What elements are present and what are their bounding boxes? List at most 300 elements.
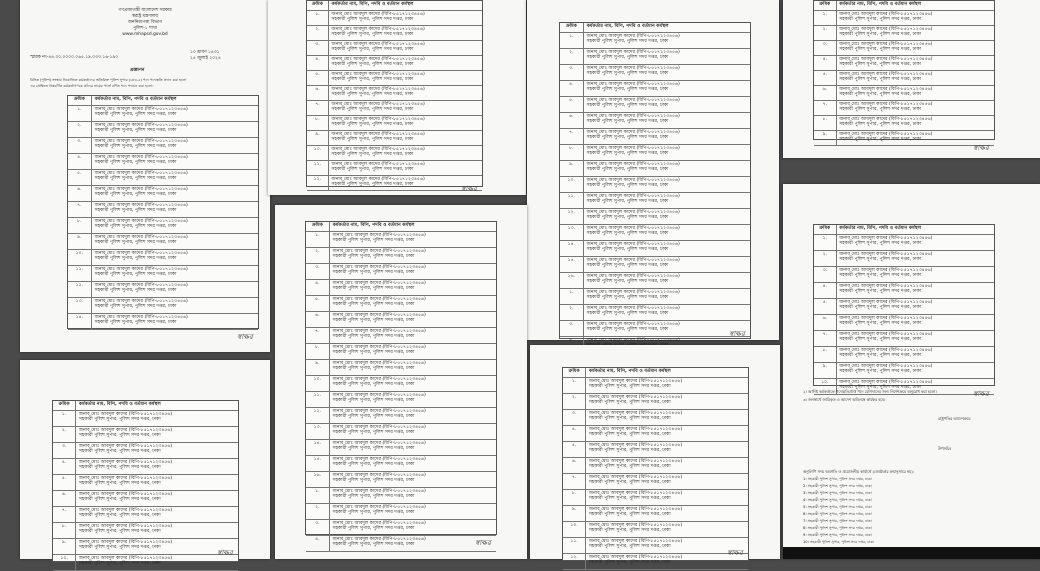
row-post: সহকারী পুলিশ সুপার, পুলিশ সদর দপ্তর, ঢাকা bbox=[586, 87, 669, 93]
note-2: ২। আদিষ্ট কর্মকর্তাকে পদোন্নতিপ্রাপ্ত পদে যোগদানের জন্য নির্দেশক্রমে অনুরোধ করা হলো। bbox=[803, 389, 937, 394]
signature-mark: স্বাক্ষর bbox=[973, 144, 989, 152]
distribution-line: 2। সহকারী পুলিশ সুপার, পুলিশ সদর দপ্তর, ঢাকা bbox=[803, 484, 872, 488]
table-header-desc: কর্মকর্তার নাম, বিপি, পদবি ও বর্তমান কর্মস্থল bbox=[94, 97, 177, 102]
row-post: সহকারী পুলিশ সুপার, পুলিশ সদর দপ্তর, ঢাকা bbox=[332, 526, 415, 532]
row-post: সহকারী পুলিশ সুপার, পুলিশ সদর দপ্তর, ঢাকা bbox=[586, 199, 669, 205]
row-post: সহকারী পুলিশ সুপার, পুলিশ সদর দপ্তর, ঢাকা bbox=[588, 480, 671, 486]
row-sl: ৯. bbox=[563, 506, 586, 521]
document-page-4 bbox=[783, 0, 1040, 158]
table-header-row bbox=[560, 23, 750, 33]
table-row bbox=[306, 232, 496, 248]
distribution-line: 9। সহকারী পুলিশ সুপার, পুলিশ সদর দপ্তর, ঢাকা bbox=[803, 533, 872, 537]
row-post: সহকারী পুলিশ সুপার, পুলিশ সদর দপ্তর, ঢাকা bbox=[94, 224, 177, 230]
table-row bbox=[53, 459, 238, 475]
row-sl: ৫. bbox=[563, 442, 586, 457]
row-post: সহকারী পুলিশ সুপার, পুলিশ সদর দপ্তর, ঢাকা bbox=[586, 247, 669, 253]
table-header-sl: ক্রমিক bbox=[563, 368, 586, 377]
row-sl: ২. bbox=[563, 394, 586, 409]
row-sl: ১২. bbox=[563, 554, 586, 569]
row-sl: ৯. bbox=[53, 539, 76, 554]
document-page-6 bbox=[783, 184, 1040, 559]
header-line5: www.mhapsd.gov.bd bbox=[122, 32, 168, 37]
row-post: সহকারী পুলিশ সুপার, পুলিশ সদর দপ্তর, ঢাকা bbox=[331, 122, 414, 128]
row-sl: ৯. bbox=[306, 360, 330, 375]
row-sl: ১৬. bbox=[560, 273, 584, 288]
table-row bbox=[563, 378, 748, 394]
note-3: ৩। জনস্বার্থে জারিকৃত এ আদেশ অবিলম্বে কার্যকর হবে। bbox=[803, 397, 886, 402]
table-header-row bbox=[814, 225, 994, 235]
table-header-sl: ক্রমিক bbox=[307, 1, 329, 10]
table-row bbox=[814, 363, 994, 379]
row-post: সহকারী পুলিশ সুপার, পুলিশ সদর দপ্তর, ঢাকা bbox=[78, 481, 161, 487]
table-row bbox=[563, 410, 748, 426]
row-post: সহকারী পুলিশ সুপার, পুলিশ সদর দপ্তর, ঢাকা bbox=[94, 160, 177, 166]
row-post: সহকারী পুলিশ সুপার, পুলিশ সদর দপ্তর, ঢাকা bbox=[78, 497, 161, 503]
table-header-sl: ক্রমিক bbox=[68, 96, 92, 105]
row-sl: ১. bbox=[560, 289, 584, 304]
row-sl: ৮. bbox=[53, 523, 76, 538]
table-row bbox=[68, 298, 258, 314]
table-row bbox=[560, 193, 750, 209]
distribution-line: 4। সহকারী পুলিশ সুপার, পুলিশ সদর দপ্তর, ঢাকা bbox=[803, 498, 872, 502]
row-sl: ১৪. bbox=[306, 440, 330, 455]
row-sl: ২. bbox=[53, 427, 76, 442]
table-row bbox=[306, 408, 496, 424]
row-sl: ৮. bbox=[563, 490, 586, 505]
row-post: সহকারী পুলিশ সুপার, পুলিশ সদর দপ্তর, ঢাকা bbox=[78, 545, 161, 551]
subject: প্রজ্ঞাপন bbox=[130, 68, 145, 73]
row-officer: জনাব মোঃ আবদুল কাদের (বিপি-৮৫১৭১২৩৪৫৬) সহকারী পুলিশ সুপার, পুলিশ সদর দপ্তর, ঢাকা bbox=[839, 316, 992, 327]
row-officer: জনাব মোঃ আবদুল কাদের (বিপি-৮৫১৭১২৩৪৫৬) সহকারী পুলিশ সুপার, পুলিশ সদর দপ্তর, ঢাকা bbox=[333, 489, 494, 500]
row-post: সহকারী পুলিশ সুপার, পুলিশ সদর দপ্তর, ঢাকা bbox=[332, 430, 415, 436]
row-post: সহকারী পুলিশ সুপার, পুলিশ সদর দপ্তর, ঢাকা bbox=[586, 279, 669, 285]
row-officer: জনাব মোঃ আবদুল কাদের (বিপি-৮৫১৭১২৩৪৫৬) সহকারী পুলিশ সুপার, পুলিশ সদর দপ্তর, ঢাকা bbox=[839, 57, 992, 68]
row-sl: ১. bbox=[814, 11, 837, 25]
row-post: সহকারী পুলিশ সুপার, পুলিশ সদর দপ্তর, ঢাকা bbox=[331, 77, 414, 83]
row-officer: জনাব মোঃ আবদুল কাদের (বিপি-৮৫১৭১২৩৪৫৬) সহকারী পুলিশ সুপার, পুলিশ সদর দপ্তর, ঢাকা bbox=[839, 284, 992, 295]
row-sl: ১০. bbox=[53, 555, 76, 570]
table-header-sl: ক্রমিক bbox=[560, 23, 584, 32]
row-sl: ৯. bbox=[68, 234, 92, 249]
row-post: সহকারী পুলিশ সুপার, পুলিশ সদর দপ্তর, ঢাকা bbox=[839, 385, 922, 391]
row-post: সহকারী পুলিশ সুপার, পুলিশ সদর দপ্তর, ঢাকা bbox=[332, 318, 415, 324]
signature-mark: স্বাক্ষর bbox=[729, 330, 745, 338]
row-post: সহকারী পুলিশ সুপার, পুলিশ সদর দপ্তর, ঢাকা bbox=[586, 119, 669, 125]
row-officer: জনাব মোঃ আবদুল কাদের (বিপি-৮৫১৭১২৩৪৫৬) সহকারী পুলিশ সুপার, পুলিশ সদর দপ্তর, ঢাকা bbox=[95, 139, 256, 150]
row-sl: ৮. bbox=[814, 116, 837, 130]
row-post: সহকারী পুলিশ সুপার, পুলিশ সদর দপ্তর, ঢাকা bbox=[586, 39, 669, 45]
table-row bbox=[563, 442, 748, 458]
row-officer: জনাব মোঃ আবদুল কাদের (বিপি-৮৫১৭১২৩৪৫৬) সহকারী পুলিশ সুপার, পুলিশ সদর দপ্তর, ঢাকা bbox=[79, 444, 236, 455]
table-row bbox=[68, 314, 258, 330]
table-row bbox=[814, 11, 994, 26]
row-officer: জনাব মোঃ আবদুল কাদের (বিপি-৮৫১৭১২৩৪৫৬) সহকারী পুলিশ সুপার, পুলিশ সদর দপ্তর, ঢাকা bbox=[587, 98, 748, 109]
row-officer: জনাব মোঃ আবদুল কাদের (বিপি-৮৫১৭১২৩৪৫৬) সহকারী পুলিশ সুপার, পুলিশ সদর দপ্তর, ঢাকা bbox=[95, 123, 256, 134]
row-officer: জনাব মোঃ আবদুল কাদের (বিপি-৮৫১৭১২৩৪৫৬) সহকারী পুলিশ সুপার, পুলিশ সদর দপ্তর, ঢাকা bbox=[839, 300, 992, 311]
memo-number: স্মারক নং-৪৪.০০.০০০০.০৬৫.১৯.০৩৩.১৬-১৯০ bbox=[30, 55, 119, 60]
table-row bbox=[563, 394, 748, 410]
row-officer: জনাব মোঃ আবদুল কাদের (বিপি-৮৫১৭১২৩৪৫৬) সহকারী পুলিশ সুপার, পুলিশ সদর দপ্তর, ঢাকা bbox=[587, 50, 748, 61]
row-post: সহকারী পুলিশ সুপার, পুলিশ সদর দপ্তর, ঢাকা bbox=[588, 400, 671, 406]
row-post: সহকারী পুলিশ সুপার, পুলিশ সদর দপ্তর, ঢাকা bbox=[586, 327, 669, 333]
row-officer: জনাব মোঃ আবদুল কাদের (বিপি-৮৫১৭১২৩৪৫৬) সহকারী পুলিশ সুপার, পুলিশ সদর দপ্তর, ঢাকা bbox=[79, 524, 236, 535]
row-sl: ১৩. bbox=[560, 225, 584, 240]
table-row bbox=[563, 506, 748, 522]
table-row bbox=[307, 26, 482, 41]
row-officer: জনাব মোঃ আবদুল কাদের (বিপি-৮৫১৭১২৩৪৫৬) সহকারী পুলিশ সুপার, পুলিশ সদর দপ্তর, ঢাকা bbox=[587, 34, 748, 45]
table-row bbox=[560, 257, 750, 273]
row-officer: জনাব মোঃ আবদুল কাদের (বিপি-৮৫১৭১২৩৪৫৬) সহকারী পুলিশ সুপার, পুলিশ সদর দপ্তর, ঢাকা bbox=[333, 345, 494, 356]
row-post: সহকারী পুলিশ সুপার, পুলিশ সদর দপ্তর, ঢাকা bbox=[588, 448, 671, 454]
table-row bbox=[560, 33, 750, 49]
table-row bbox=[306, 376, 496, 392]
row-sl: ৩. bbox=[814, 267, 837, 282]
row-sl: ৬. bbox=[306, 312, 330, 327]
row-officer: জনাব মোঃ আবদুল কাদের (বিপি-৮৫১৭১২৩৪৫৬) সহকারী পুলিশ সুপার, পুলিশ সদর দপ্তর, ঢাকা bbox=[839, 252, 992, 263]
table-row bbox=[814, 283, 994, 299]
row-post: সহকারী পুলিশ সুপার, পুলিশ সদর দপ্তর, ঢাকা bbox=[588, 384, 671, 390]
row-officer: জনাব মোঃ আবদুল কাদের (বিপি-৮৫১৭১২৩৪৫৬) সহকারী পুলিশ সুপার, পুলিশ সদর দপ্তর, ঢাকা bbox=[587, 146, 748, 157]
table-row bbox=[814, 131, 994, 146]
row-sl: ৩. bbox=[814, 41, 837, 55]
row-officer: জনাব মোঃ আবদুল কাদের (বিপি-৮৫১৭১২৩৪৫৬) সহকারী পুলিশ সুপার, পুলিশ সদর দপ্তর, ঢাকা bbox=[333, 297, 494, 308]
table-row bbox=[68, 218, 258, 234]
row-sl: ২. bbox=[560, 49, 584, 64]
table-row bbox=[68, 282, 258, 298]
row-sl: ৮. bbox=[307, 116, 329, 130]
row-officer: জনাব মোঃ আবদুল কাদের (বিপি-৮৫১৭১২৩৪৫৬) সহকারী পুলিশ সুপার, পুলিশ সদর দপ্তর, ঢাকা bbox=[587, 194, 748, 205]
row-sl: ৬. bbox=[563, 458, 586, 473]
table-header-desc: কর্মকর্তার নাম, বিপি, পদবি ও বর্তমান কর্মস্থল bbox=[331, 2, 414, 7]
table-row bbox=[307, 71, 482, 86]
row-officer: জনাব মোঃ আবদুল কাদের (বিপি-৮৫১৭১২৩৪৫৬) সহকারী পুলিশ সুপার, পুলিশ সদর দপ্তর, ঢাকা bbox=[839, 132, 992, 143]
row-sl: ১. bbox=[563, 378, 586, 393]
table-header-desc: কর্মকর্তার নাম, বিপি, পদবি ও বর্তমান কর্মস্থল bbox=[586, 24, 669, 29]
header-line2: স্বরাষ্ট্র মন্ত্রণালয় bbox=[132, 14, 158, 19]
row-officer: জনাব মোঃ আবদুল কাদের (বিপি-৮৫১৭১২৩৪৫৬) সহকারী পুলিশ সুপার, পুলিশ সদর দপ্তর, ঢাকা bbox=[333, 457, 494, 468]
row-post: সহকারী পুলিশ সুপার, পুলিশ সদর দপ্তর, ঢাকা bbox=[331, 17, 414, 23]
table-row bbox=[814, 116, 994, 131]
row-sl: ৭. bbox=[563, 474, 586, 489]
row-sl: ৭. bbox=[560, 129, 584, 144]
row-officer: জনাব মোঃ আবদুল কাদের (বিপি-৮৫১৭১২৩৪৫৬) সহকারী পুলিশ সুপার, পুলিশ সদর দপ্তর, ঢাকা bbox=[839, 42, 992, 53]
row-post: সহকারী পুলিশ সুপার, পুলিশ সদর দপ্তর, ঢাকা bbox=[78, 465, 161, 471]
table-row bbox=[560, 209, 750, 225]
row-post: সহকারী পুলিশ সুপার, পুলিশ সদর দপ্তর, ঢাকা bbox=[332, 510, 415, 516]
table-row bbox=[68, 122, 258, 138]
row-officer: জনাব মোঃ আবদুল কাদের (বিপি-৮৫১৭১২৩৪৫৬) সহকারী পুলিশ সুপার, পুলিশ সদর দপ্তর, ঢাকা bbox=[587, 258, 748, 269]
row-sl: ১৩. bbox=[68, 298, 92, 313]
table-row bbox=[560, 65, 750, 81]
table-row bbox=[53, 411, 238, 427]
row-officer: জনাব মোঃ আবদুল কাদের (বিপি-৮৫১৭১২৩৪৫৬) সহকারী পুলিশ সুপার, পুলিশ সদর দপ্তর, ঢাকা bbox=[332, 87, 481, 98]
row-officer: জনাব মোঃ আবদুল কাদের (বিপি-৮৫১৭১২৩৪৫৬) সহকারী পুলিশ সুপার, পুলিশ সদর দপ্তর, ঢাকা bbox=[839, 102, 992, 113]
row-sl: ৭. bbox=[53, 507, 76, 522]
row-officer: জনাব মোঃ আবদুল কাদের (বিপি-৮৫১৭১২৩৪৫৬) সহকারী পুলিশ সুপার, পুলিশ সদর দপ্তর, ঢাকা bbox=[589, 507, 746, 518]
row-officer: জনাব মোঃ আবদুল কাদের (বিপি-৮৫১৭১২৩৪৫৬) সহকারী পুলিশ সুপার, পুলিশ সদর দপ্তর, ঢাকা bbox=[589, 539, 746, 550]
row-post: সহকারী পুলিশ সুপার, পুলিশ সদর দপ্তর, ঢাকা bbox=[331, 167, 414, 173]
row-officer: জনাব মোঃ আবদুল কাদের (বিপি-৮৫১৭১২৩৪৫৬) সহকারী পুলিশ সুপার, পুলিশ সদর দপ্তর, ঢাকা bbox=[332, 102, 481, 113]
table-row bbox=[814, 235, 994, 251]
table-row bbox=[814, 251, 994, 267]
row-post: সহকারী পুলিশ সুপার, পুলিশ সদর দপ্তর, ঢাকা bbox=[839, 241, 922, 247]
row-officer: জনাব মোঃ আবদুল কাদের (বিপি-৮৫১৭১২৩৪৫৬) সহকারী পুলিশ সুপার, পুলিশ সদর দপ্তর, ঢাকা bbox=[79, 508, 236, 519]
table-row bbox=[53, 443, 238, 459]
row-officer: জনাব মোঃ আবদুল কাদের (বিপি-৮৫১৭১২৩৪৫৬) সহকারী পুলিশ সুপার, পুলিশ সদর দপ্তর, ঢাকা bbox=[839, 117, 992, 128]
row-officer: জনাব মোঃ আবদুল কাদের (বিপি-৮৫১৭১২৩৪৫৬) সহকারী পুলিশ সুপার, পুলিশ সদর দপ্তর, ঢাকা bbox=[839, 364, 992, 375]
row-officer: জনাব মোঃ আবদুল কাদের (বিপি-৮৫১৭১২৩৪৫৬) সহকারী পুলিশ সুপার, পুলিশ সদর দপ্তর, ঢাকা bbox=[589, 475, 746, 486]
row-post: সহকারী পুলিশ সুপার, পুলিশ সদর দপ্তর, ঢাকা bbox=[331, 92, 414, 98]
row-post: সহকারী পুলিশ সুপার, পুলিশ সদর দপ্তর, ঢাকা bbox=[588, 544, 671, 550]
row-sl: ১১. bbox=[563, 538, 586, 553]
row-officer: জনাব মোঃ আবদুল কাদের (বিপি-৮৫১৭১২৩৪৫৬) সহকারী পুলিশ সুপার, পুলিশ সদর দপ্তর, ঢাকা bbox=[95, 107, 256, 118]
row-sl: ৮. bbox=[560, 145, 584, 160]
table-row bbox=[306, 472, 496, 488]
table-row bbox=[68, 202, 258, 218]
row-sl: ৩. bbox=[560, 65, 584, 80]
table-row bbox=[68, 154, 258, 170]
officer-table bbox=[562, 367, 749, 566]
table-row bbox=[560, 49, 750, 65]
table-row bbox=[53, 507, 238, 523]
row-sl: ১. bbox=[307, 11, 329, 25]
row-officer: জনাব মোঃ আবদুল কাদের (বিপি-৮৫১৭১২৩৪৫৬) সহকারী পুলিশ সুপার, পুলিশ সদর দপ্তর, ঢাকা bbox=[587, 130, 748, 141]
table-header-desc: কর্মকর্তার নাম, বিপি, পদবি ও বর্তমান কর্মস্থল bbox=[332, 223, 415, 228]
body-line-2: এর প্রেক্ষিতে নিম্নবর্ণিত কর্মকর্তাগণকে তাঁদের নামের পার্শ্বে বর্ণিত পদে পদায়ন করা হলো: bbox=[30, 84, 154, 88]
officer-table bbox=[813, 0, 995, 143]
row-sl: ৯. bbox=[307, 131, 329, 145]
scan-edge bbox=[783, 547, 1040, 559]
row-sl: ১. bbox=[814, 235, 837, 250]
table-header-row bbox=[53, 401, 238, 411]
row-post: সহকারী পুলিশ সুপার, পুলিশ সদর দপ্তর, ঢাকা bbox=[586, 151, 669, 157]
row-post: সহকারী পুলিশ সুপার, পুলিশ সদর দপ্তর, ঢাকা bbox=[586, 71, 669, 77]
row-officer: জনাব মোঃ আবদুল কাদের (বিপি-৮৫১৭১২৩৪৫৬) সহকারী পুলিশ সুপার, পুলিশ সদর দপ্তর, ঢাকা bbox=[79, 428, 236, 439]
row-sl: ৮. bbox=[306, 344, 330, 359]
row-post: সহকারী পুলিশ সুপার, পুলিশ সদর দপ্তর, ঢাকা bbox=[839, 92, 922, 98]
row-post: সহকারী পুলিশ সুপার, পুলিশ সদর দপ্তর, ঢাকা bbox=[839, 337, 922, 343]
table-row bbox=[68, 170, 258, 186]
row-officer: জনাব মোঃ আবদুল কাদের (বিপি-৮৫১৭১২৩৪৫৬) সহকারী পুলিশ সুপার, পুলিশ সদর দপ্তর, ঢাকা bbox=[589, 459, 746, 470]
table-row bbox=[306, 488, 496, 504]
table-row bbox=[563, 490, 748, 506]
row-post: সহকারী পুলিশ সুপার, পুলিশ সদর দপ্তর, ঢাকা bbox=[332, 542, 415, 548]
row-post: সহকারী পুলিশ সুপার, পুলিশ সদর দপ্তর, ঢাকা bbox=[839, 289, 922, 295]
table-row bbox=[307, 131, 482, 146]
table-header-row bbox=[68, 96, 258, 106]
table-row bbox=[307, 101, 482, 116]
row-sl: ২. bbox=[307, 26, 329, 40]
row-officer: জনাব মোঃ আবদুল কাদের (বিপি-৮৫১৭১২৩৪৫৬) সহকারী পুলিশ সুপার, পুলিশ সদর দপ্তর, ঢাকা bbox=[587, 162, 748, 173]
row-post: সহকারী পুলিশ সুপার, পুলিশ সদর দপ্তর, ঢাকা bbox=[94, 144, 177, 150]
row-sl: ১১. bbox=[306, 392, 330, 407]
row-officer: জনাব মোঃ আবদুল কাদের (বিপি-৮৫১৭১২৩৪৫৬) সহকারী পুলিশ সুপার, পুলিশ সদর দপ্তর, ঢাকা bbox=[333, 313, 494, 324]
signature-mark: স্বাক্ষর bbox=[217, 549, 233, 557]
row-post: সহকারী পুলিশ সুপার, পুলিশ সদর দপ্তর, ঢাকা bbox=[839, 47, 922, 53]
table-row bbox=[814, 267, 994, 283]
table-header-desc: কর্মকর্তার নাম, বিপি, পদবি ও বর্তমান কর্মস্থল bbox=[588, 369, 671, 374]
table-row bbox=[68, 250, 258, 266]
row-officer: জনাব মোঃ আবদুল কাদের (বিপি-৮৫১৭১২৩৪৫৬) সহকারী পুলিশ সুপার, পুলিশ সদর দপ্তর, ঢাকা bbox=[95, 155, 256, 166]
row-officer: জনাব মোঃ আবদুল কাদের (বিপি-৮৫১৭১২৩৪৫৬) সহকারী পুলিশ সুপার, পুলিশ সদর দপ্তর, ঢাকা bbox=[589, 411, 746, 422]
row-officer: জনাব মোঃ আবদুল কাদের (বিপি-৮৫১৭১২৩৪৫৬) সহকারী পুলিশ সুপার, পুলিশ সদর দপ্তর, ঢাকা bbox=[333, 329, 494, 340]
table-row bbox=[563, 458, 748, 474]
row-post: সহকারী পুলিশ সুপার, পুলিশ সদর দপ্তর, ঢাকা bbox=[94, 288, 177, 294]
row-sl: ১০. bbox=[560, 177, 584, 192]
row-sl: ৬. bbox=[53, 491, 76, 506]
table-row bbox=[306, 312, 496, 328]
row-officer: জনাব মোঃ আবদুল কাদের (বিপি-৮৫১৭১২৩৪৫৬) সহকারী পুলিশ সুপার, পুলিশ সদর দপ্তর, ঢাকা bbox=[587, 82, 748, 93]
row-post: সহকারী পুলিশ সুপার, পুলিশ সদর দপ্তর, ঢাকা bbox=[586, 135, 669, 141]
row-sl: ১৪. bbox=[68, 314, 92, 329]
row-post: সহকারী পুলিশ সুপার, পুলিশ সদর দপ্তর, ঢাকা bbox=[586, 263, 669, 269]
row-sl: ৭. bbox=[814, 101, 837, 115]
row-post: সহকারী পুলিশ সুপার, পুলিশ সদর দপ্তর, ঢাকা bbox=[94, 320, 177, 326]
row-post: সহকারী পুলিশ সুপার, পুলিশ সদর দপ্তর, ঢাকা bbox=[331, 152, 414, 158]
row-officer: জনাব মোঃ আবদুল কাদের (বিপি-৮৫১৭১২৩৪৫৬) সহকারী পুলিশ সুপার, পুলিশ সদর দপ্তর, ঢাকা bbox=[95, 171, 256, 182]
header-line4: পুলিশ-১ শাখা bbox=[133, 26, 157, 31]
row-officer: জনাব মোঃ আবদুল কাদের (বিপি-৮৫১৭১২৩৪৫৬) সহকারী পুলিশ সুপার, পুলিশ সদর দপ্তর, ঢাকা bbox=[333, 393, 494, 404]
table-row bbox=[814, 71, 994, 86]
row-post: সহকারী পুলিশ সুপার, পুলিশ সদর দপ্তর, ঢাকা bbox=[78, 513, 161, 519]
row-sl: ৪. bbox=[68, 154, 92, 169]
table-row bbox=[306, 536, 496, 552]
row-post: সহকারী পুলিশ সুপার, পুলিশ সদর দপ্তর, ঢাকা bbox=[332, 462, 415, 468]
row-post: সহকারী পুলিশ সুপার, পুলিশ সদর দপ্তর, ঢাকা bbox=[586, 167, 669, 173]
body-line-1: বিভিন্ন (পুলিশ) সংস্থায় নিয়োজিত কর্মকর্তাদের অতিরিক্ত পুলিশ সুপার (গ্রেড-৫) পদে পদোন্নতি প্রদান করা হলো bbox=[30, 78, 187, 82]
row-post: সহকারী পুলিশ সুপার, পুলিশ সদর দপ্তর, ঢাকা bbox=[586, 183, 669, 189]
row-officer: জনাব মোঃ আবদুল কাদের (বিপি-৮৫১৭১২৩৪৫৬) সহকারী পুলিশ সুপার, পুলিশ সদর দপ্তর, ঢাকা bbox=[839, 348, 992, 359]
signature-mark: স্বাক্ষর bbox=[475, 539, 491, 547]
table-row bbox=[53, 539, 238, 555]
signature-mark: স্বাক্ষর bbox=[237, 333, 253, 341]
document-page-5 bbox=[275, 205, 527, 559]
row-post: সহকারী পুলিশ সুপার, পুলিশ সদর দপ্তর, ঢাকা bbox=[588, 464, 671, 470]
row-post: সহকারী পুলিশ সুপার, পুলিশ সদর দপ্তর, ঢাকা bbox=[94, 192, 177, 198]
row-officer: জনাব মোঃ আবদুল কাদের (বিপি-৮৫১৭১২৩৪৫৬) সহকারী পুলিশ সুপার, পুলিশ সদর দপ্তর, ঢাকা bbox=[839, 380, 992, 391]
row-officer: জনাব মোঃ আবদুল কাদের (বিপি-৮৫১৭১২৩৪৫৬) সহকারী পুলিশ সুপার, পুলিশ সদর দপ্তর, ঢাকা bbox=[333, 249, 494, 260]
row-post: সহকারী পুলিশ সুপার, পুলিশ সদর দপ্তর, ঢাকা bbox=[839, 122, 922, 128]
table-row bbox=[306, 328, 496, 344]
distribution-line: 8। সহকারী পুলিশ সুপার, পুলিশ সদর দপ্তর, ঢাকা bbox=[803, 526, 872, 530]
row-officer: জনাব মোঃ আবদুল কাদের (বিপি-৮৫১৭১২৩৪৫৬) সহকারী পুলিশ সুপার, পুলিশ সদর দপ্তর, ঢাকা bbox=[589, 395, 746, 406]
table-row bbox=[306, 344, 496, 360]
table-row bbox=[53, 555, 238, 571]
table-row bbox=[306, 392, 496, 408]
row-officer: জনাব মোঃ আবদুল কাদের (বিপি-৮৫১৭১২৩৪৫৬) সহকারী পুলিশ সুপার, পুলিশ সদর দপ্তর, ঢাকা bbox=[589, 491, 746, 502]
row-post: সহকারী পুলিশ সুপার, পুলিশ সদর দপ্তর, ঢাকা bbox=[588, 496, 671, 502]
table-row bbox=[68, 186, 258, 202]
row-post: সহকারী পুলিশ সুপার, পুলিশ সদর দপ্তর, ঢাকা bbox=[839, 77, 922, 83]
table-row bbox=[306, 456, 496, 472]
row-sl: ১২. bbox=[306, 408, 330, 423]
row-sl: ৭. bbox=[307, 101, 329, 115]
row-post: সহকারী পুলিশ সুপার, পুলিশ সদর দপ্তর, ঢাকা bbox=[78, 561, 161, 567]
date-english: ২৫ জুলাই ২০২৪ bbox=[190, 56, 221, 61]
row-officer: জনাব মোঃ আবদুল কাদের (বিপি-৮৫১৭১২৩৪৫৬) সহকারী পুলিশ সুপার, পুলিশ সদর দপ্তর, ঢাকা bbox=[839, 268, 992, 279]
officer-title: উপসচিব bbox=[938, 446, 952, 451]
row-post: সহকারী পুলিশ সুপার, পুলিশ সদর দপ্তর, ঢাকা bbox=[94, 240, 177, 246]
row-officer: জনাব মোঃ আবদুল কাদের (বিপি-৮৫১৭১২৩৪৫৬) সহকারী পুলিশ সুপার, পুলিশ সদর দপ্তর, ঢাকা bbox=[839, 12, 992, 23]
row-post: সহকারী পুলিশ সুপার, পুলিশ সদর দপ্তর, ঢাকা bbox=[839, 32, 922, 38]
row-officer: জনাব মোঃ আবদুল কাদের (বিপি-৮৫১৭১২৩৪৫৬) সহকারী পুলিশ সুপার, পুলিশ সদর দপ্তর, ঢাকা bbox=[839, 332, 992, 343]
row-post: সহকারী পুলিশ সুপার, পুলিশ সদর দপ্তর, ঢাকা bbox=[332, 366, 415, 372]
row-post: সহকারী পুলিশ সুপার, পুলিশ সদর দপ্তর, ঢাকা bbox=[839, 137, 922, 143]
table-row bbox=[68, 234, 258, 250]
row-sl: ৬. bbox=[814, 86, 837, 100]
row-officer: জনাব মোঃ আবদুল কাদের (বিপি-৮৫১৭১২৩৪৫৬) সহকারী পুলিশ সুপার, পুলিশ সদর দপ্তর, ঢাকা bbox=[95, 187, 256, 198]
table-row bbox=[814, 331, 994, 347]
row-sl: ৮. bbox=[68, 218, 92, 233]
distribution-line: 6। সহকারী পুলিশ সুপার, পুলিশ সদর দপ্তর, ঢাকা bbox=[803, 512, 872, 516]
row-post: সহকারী পুলিশ সুপার, পুলিশ সদর দপ্তর, ঢাকা bbox=[839, 369, 922, 375]
row-post: সহকারী পুলিশ সুপার, পুলিশ সদর দপ্তর, ঢাকা bbox=[586, 103, 669, 109]
row-officer: জনাব মোঃ আবদুল কাদের (বিপি-৮৫১৭১২৩৪৫৬) সহকারী পুলিশ সুপার, পুলিশ সদর দপ্তর, ঢাকা bbox=[95, 251, 256, 262]
table-header-row bbox=[307, 1, 482, 11]
distribution-line: 1। সহকারী পুলিশ সুপার, পুলিশ সদর দপ্তর, ঢাকা bbox=[803, 477, 872, 481]
row-post: সহকারী পুলিশ সুপার, পুলিশ সদর দপ্তর, ঢাকা bbox=[331, 107, 414, 113]
table-row bbox=[53, 523, 238, 539]
row-sl: ১. bbox=[306, 232, 330, 247]
row-officer: জনাব মোঃ আবদুল কাদের (বিপি-৮৫১৭১২৩৪৫৬) সহকারী পুলিশ সুপার, পুলিশ সদর দপ্তর, ঢাকা bbox=[332, 117, 481, 128]
row-sl: ৩. bbox=[53, 443, 76, 458]
row-sl: ২. bbox=[306, 248, 330, 263]
row-sl: ৯. bbox=[560, 161, 584, 176]
distribution-line: 5। সহকারী পুলিশ সুপার, পুলিশ সদর দপ্তর, ঢাকা bbox=[803, 505, 872, 509]
row-sl: ৫. bbox=[814, 299, 837, 314]
president-order: রাষ্ট্রপতির আদেশক্রমে bbox=[938, 416, 971, 421]
row-officer: জনাব মোঃ আবদুল কাদের (বিপি-৮৫১৭১২৩৪৫৬) সহকারী পুলিশ সুপার, পুলিশ সদর দপ্তর, ঢাকা bbox=[587, 274, 748, 285]
row-sl: ৩. bbox=[306, 264, 330, 279]
header-line3: জননিরাপত্তা বিভাগ bbox=[127, 20, 163, 25]
row-officer: জনাব মোঃ আবদুল কাদের (বিপি-৮৫১৭১২৩৪৫৬) সহকারী পুলিশ সুপার, পুলিশ সদর দপ্তর, ঢাকা bbox=[332, 147, 481, 158]
row-post: সহকারী পুলিশ সুপার, পুলিশ সদর দপ্তর, ঢাকা bbox=[588, 528, 671, 534]
row-sl: ১২. bbox=[68, 282, 92, 297]
row-officer: জনাব মোঃ আবদুল কাদের (বিপি-৮৫১৭১২৩৪৫৬) সহকারী পুলিশ সুপার, পুলিশ সদর দপ্তর, ঢাকা bbox=[333, 441, 494, 452]
row-officer: জনাব মোঃ আবদুল কাদের (বিপি-৮৫১৭১২৩৪৫৬) সহকারী পুলিশ সুপার, পুলিশ সদর দপ্তর, ঢাকা bbox=[332, 132, 481, 143]
row-sl: ৪. bbox=[307, 56, 329, 70]
row-post: সহকারী পুলিশ সুপার, পুলিশ সদর দপ্তর, ঢাকা bbox=[332, 398, 415, 404]
row-officer: জনাব মোঃ আবদুল কাদের (বিপি-৮৫১৭১২৩৪৫৬) সহকারী পুলিশ সুপার, পুলিশ সদর দপ্তর, ঢাকা bbox=[587, 242, 748, 253]
row-officer: জনাব মোঃ আবদুল কাদের (বিপি-৮৫১৭১২৩৪৫৬) সহকারী পুলিশ সুপার, পুলিশ সদর দপ্তর, ঢাকা bbox=[79, 492, 236, 503]
row-officer: জনাব মোঃ আবদুল কাদের (বিপি-৮৫১৭১২৩৪৫৬) সহকারী পুলিশ সুপার, পুলিশ সদর দপ্তর, ঢাকা bbox=[333, 281, 494, 292]
table-row bbox=[306, 296, 496, 312]
row-post: সহকারী পুলিশ সুপার, পুলিশ সদর দপ্তর, ঢাকা bbox=[332, 414, 415, 420]
table-row bbox=[560, 273, 750, 289]
row-post: সহকারী পুলিশ সুপার, পুলিশ সদর দপ্তর, ঢাকা bbox=[331, 32, 414, 38]
table-header-sl: ক্রমিক bbox=[53, 401, 76, 410]
row-sl: ১০. bbox=[68, 250, 92, 265]
header-line1: গণপ্রজাতন্ত্রী বাংলাদেশ সরকার bbox=[118, 8, 172, 13]
row-sl: ৩. bbox=[306, 520, 330, 535]
table-row bbox=[563, 474, 748, 490]
table-row bbox=[306, 360, 496, 376]
table-header-sl: ক্রমিক bbox=[306, 222, 330, 231]
row-sl: ১০. bbox=[563, 522, 586, 537]
table-row bbox=[560, 321, 750, 337]
row-officer: জনাব মোঃ আবদুল কাদের (বিপি-৮৫১৭১২৩৪৫৬) সহকারী পুলিশ সুপার, পুলিশ সদর দপ্তর, ঢাকা bbox=[333, 521, 494, 532]
document-page-1 bbox=[20, 0, 270, 352]
table-header-desc: কর্মকর্তার নাম, বিপি, পদবি ও বর্তমান কর্মস্থল bbox=[839, 226, 922, 231]
row-sl: ৩. bbox=[560, 321, 584, 336]
document-page-8 bbox=[530, 345, 780, 566]
date-bangla: ১০ শ্রাবণ ১৪৩১ bbox=[190, 50, 220, 55]
row-officer: জনাব মোঃ আবদুল কাদের (বিপি-৮৫১৭১২৩৪৫৬) সহকারী পুলিশ সুপার, পুলিশ সদর দপ্তর, ঢাকা bbox=[332, 42, 481, 53]
row-post: সহকারী পুলিশ সুপার, পুলিশ সদর দপ্তর, ঢাকা bbox=[331, 137, 414, 143]
row-officer: জনাব মোঃ আবদুল কাদের (বিপি-৮৫১৭১২৩৪৫৬) সহকারী পুলিশ সুপার, পুলিশ সদর দপ্তর, ঢাকা bbox=[589, 443, 746, 454]
row-post: সহকারী পুলিশ সুপার, পুলিশ সদর দপ্তর, ঢাকা bbox=[588, 432, 671, 438]
row-sl: ১০. bbox=[814, 379, 837, 394]
